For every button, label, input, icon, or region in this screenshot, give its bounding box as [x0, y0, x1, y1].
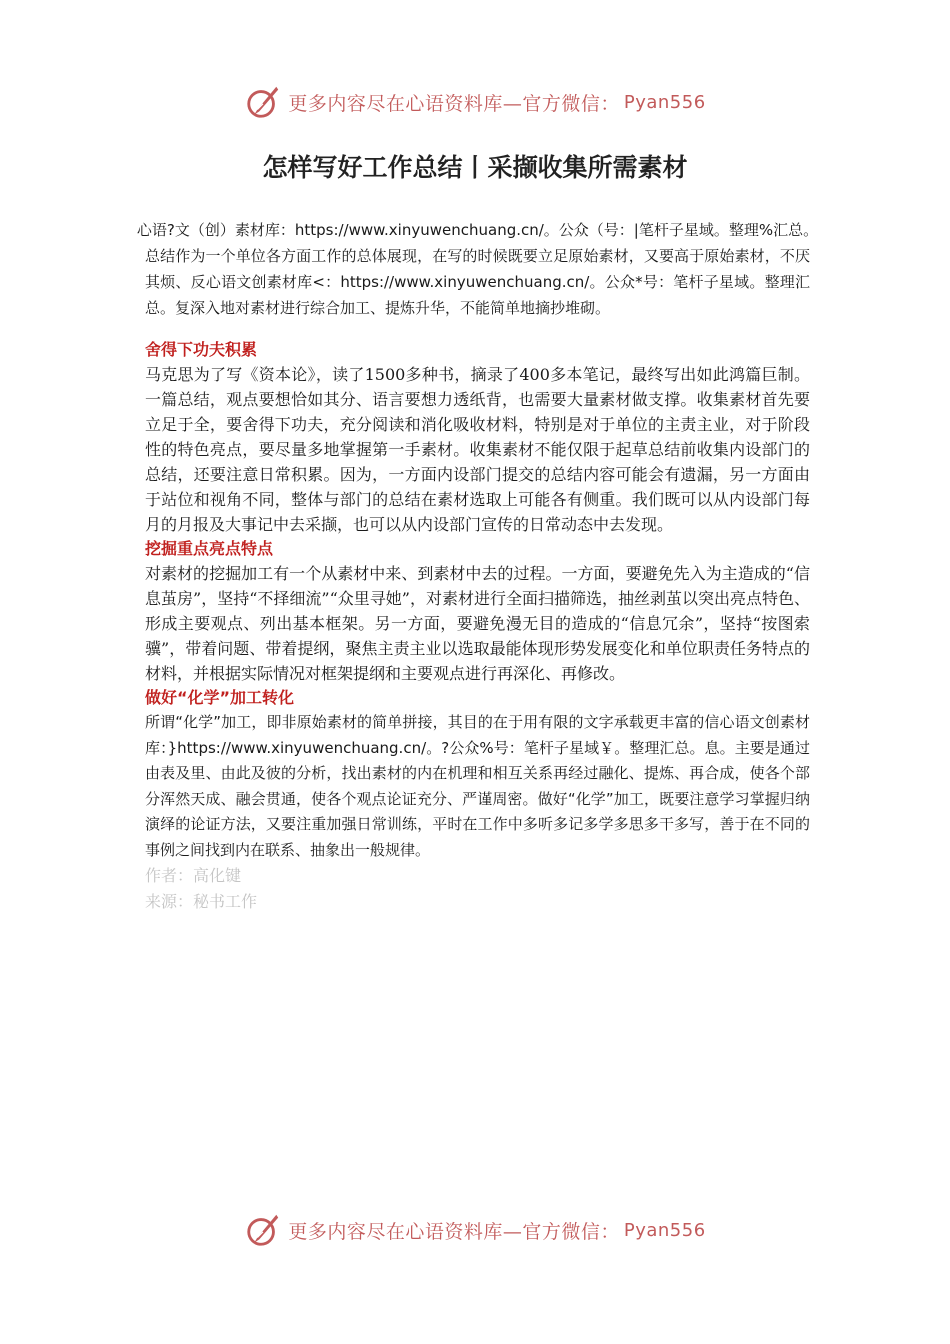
section-body-3: 所谓“化学”加工，即非原始素材的简单拼接，其目的在于用有限的文字承载更丰富的信心语文创素材库：}https://www.xinyuwenchuang.cn/。?公众%号：笔杆子星域￥。整理汇总。息。主要是通过由表及里、由此及彼的分析，找出素材的内在机理和相互关系再经过融化、提炼、再合成，使各个部分浑然天成、融会贯通，使各个观点论证充分、严谨周密。做好“化学”加工，既要注意学习掌握归纳演绎的论证方法，又要注重加强日常训练，平时在工作中多听多记多学多思多干多写，善于在不同的事例之间找到内在联系、抽象出一般规律。 [145, 713, 810, 859]
banner-text: 更多内容尽在心语资料库—官方微信： [288, 92, 620, 115]
banner-wechat-handle: Pyan556 [623, 91, 706, 113]
banner-text: 更多内容尽在心语资料库—官方微信： [288, 1220, 620, 1243]
section-body-1: 马克思为了写《资本论》，读了1500多种书，摘录了400多本笔记，最终写出如此鸿篇巨制。一篇总结，观点要想恰如其分、语言要想力透纸背，也需要大量素材做支撑。收集素材首先要立足于全，要舍得下功夫，充分阅读和消化吸收材料，特别是对于单位的主责主业，对于阶段性的特色亮点，要尽量多地掌握第一手素材。收集素材不能仅限于起草总结前收集内设部门的总结，还要注意日常积累。因为，一方面内设部门提交的总结内容可能会有遗漏，另一方面由于站位和视角不同，整体与部门的总结在素材选取上可能各有侧重。我们既可以从内设部门每月的月报及大事记中去采撷，也可以从内设部门宣传的日常动态中去发现。 [145, 365, 810, 534]
banner-wechat-handle: Pyan556 [623, 1219, 706, 1241]
author-line: 作者：高化键 [145, 866, 242, 885]
document-body [136, 218, 819, 915]
section-heading-3: 做好“化学”加工转化 [145, 688, 295, 707]
section-heading-2: 挖掘重点亮点特点 [145, 539, 274, 558]
document-title: 怎样写好工作总结丨采撷收集所需素材 [262, 153, 688, 182]
source-line: 心语?文（创）素材库：https://www.xinyuwenchuang.cn/。公众（号：|笔杆子星域。整理%汇总。 [136, 221, 819, 239]
quill-pen-circle-icon [244, 83, 282, 121]
section-body-2: 对素材的挖掘加工有一个从素材中来、到素材中去的过程。一方面，要避免先入为主造成的“信息茧房”，坚持“不择细流”“众里寻她”，对素材进行全面扫描筛选，抽丝剥茧以突出亮点特色、形成主要观点、列出基本框架。另一方面，要避免漫无目的造成的“信息冗余”，坚持“按图索骥”，带着问题、带着提纲，聚焦主责主业以选取最能体现形势发展变化和单位职责任务特点的材料，并根据实际情况对框架提纲和主要观点进行再深化、再修改。 [145, 564, 810, 683]
header-banner [0, 80, 950, 124]
intro-paragraph: 总结作为一个单位各方面工作的总体展现，在写的时候既要立足原始素材，又要高于原始素材，不厌其烦、反心语文创素材库<：https://www.xinyuwenchuang.cn/。公众*号：笔杆子星域。整理汇总。复深入地对素材进行综合加工、提炼升华，不能简单地摘抄堆砌。 [145, 247, 810, 317]
section-heading-1: 舍得下功夫积累 [145, 340, 258, 359]
origin-line: 来源：秘书工作 [145, 892, 258, 911]
quill-pen-circle-icon [244, 1211, 282, 1249]
footer-banner [0, 1208, 950, 1252]
